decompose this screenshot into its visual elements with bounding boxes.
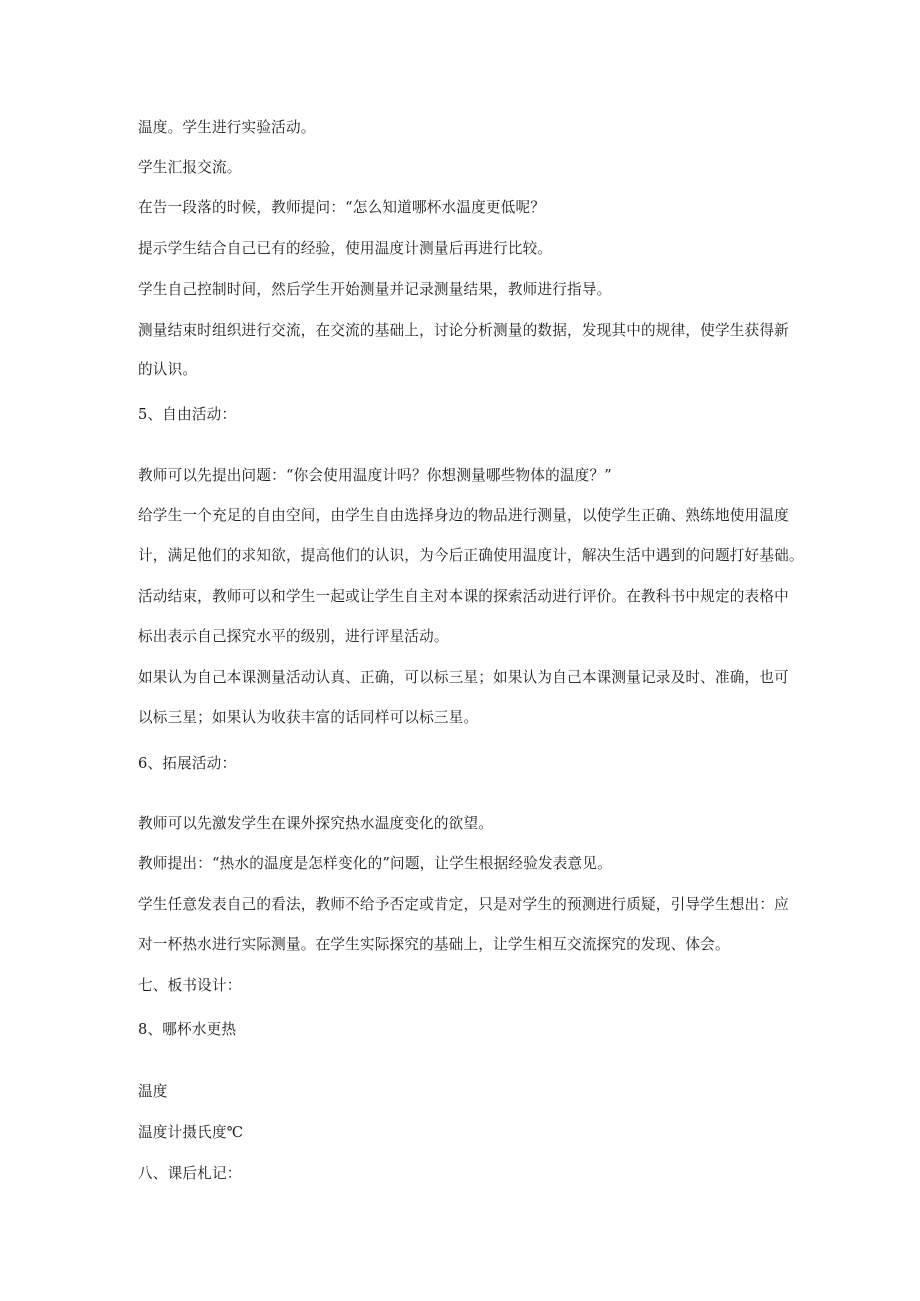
paragraph-line: 以标三星；如果认为收获丰富的话同样可以标三星。 <box>138 709 479 726</box>
paragraph-line: 教师提出：“热水的温度是怎样变化的”问题，让学生根据经验发表意见。 <box>138 855 612 872</box>
section-heading: 5、自由活动： <box>138 406 237 423</box>
section-heading: 七、板书设计： <box>138 977 242 994</box>
board-item: 温度计摄氏度℃ <box>138 1124 244 1141</box>
paragraph-line: 学生任意发表自己的看法，教师不给予否定或肯定，只是对学生的预测进行质疑，引导学生想出：应 <box>138 896 789 913</box>
paragraph-line: 提示学生结合自己已有的经验，使用温度计测量后再进行比较。 <box>138 240 553 257</box>
paragraph-line: 给学生一个充足的自由空间，由学生自由选择身边的物品进行测量，以使学生正确、熟练地使用温度 <box>138 507 789 524</box>
paragraph-line: 学生自己控制时间，然后学生开始测量并记录测量结果，教师进行指导。 <box>138 281 612 298</box>
paragraph-line: 活动结束，教师可以和学生一起或让学生自主对本课的探索活动进行评价。在教科书中规定的表格中 <box>138 588 789 605</box>
paragraph-line: 教师可以先提出问题：“你会使用温度计吗？你想测量哪些物体的温度？” <box>138 467 612 484</box>
section-heading: 6、拓展活动： <box>138 755 237 772</box>
paragraph-line: 教师可以先激发学生在课外探究热水温度变化的欲望。 <box>138 815 494 832</box>
paragraph-line: 计，满足他们的求知欲，提高他们的认识，为今后正确使用温度计，解决生活中遇到的问题打好基础。 <box>138 547 804 564</box>
paragraph-line: 学生汇报交流。 <box>138 159 242 176</box>
section-heading: 八、课后札记： <box>138 1165 242 1182</box>
paragraph-line: 的认识。 <box>138 361 198 378</box>
paragraph-line: 对一杯热水进行实际测量。在学生实际探究的基础上，让学生相互交流探究的发现、体会。 <box>138 936 730 953</box>
paragraph-line: 测量结束时组织进行交流，在交流的基础上，讨论分析测量的数据，发现其中的规律，使学生获得新 <box>138 322 789 339</box>
paragraph-line: 标出表示自己探究水平的级别，进行评星活动。 <box>138 628 449 645</box>
board-item: 温度 <box>138 1083 168 1100</box>
paragraph-line: 如果认为自己本课测量活动认真、正确，可以标三星；如果认为自己本课测量记录及时、准确，也可 <box>138 669 789 686</box>
board-title: 8、哪杯水更热 <box>138 1021 237 1038</box>
paragraph-line: 在告一段落的时候，教师提问：“怎么知道哪杯水温度更低呢？ <box>138 199 546 216</box>
paragraph-line: 温度。学生进行实验活动。 <box>138 119 316 136</box>
